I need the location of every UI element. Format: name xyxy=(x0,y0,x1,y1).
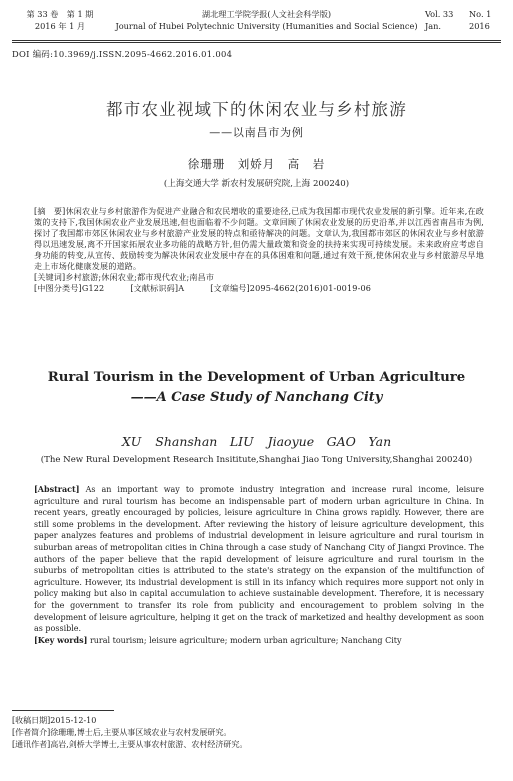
footnote-rule xyxy=(12,710,114,711)
chinese-authors: 徐珊珊 刘娇月 高 岩 xyxy=(187,157,326,171)
chinese-subtitle: ——以南昌市为例 xyxy=(209,126,304,139)
english-keywords-label: [Key words] xyxy=(34,634,88,645)
header-issue-cn: 第 33 卷 第 1 期 2016 年 1 月 xyxy=(26,9,94,31)
running-header xyxy=(12,8,501,36)
english-abstract-text: As an important way to promote industry integration and increase rural income, leisure agriculture and rural tourism has become an indispensable part of modern urban agriculture in China. In recent years, greatly encouraged by policies, leisure agriculture in China grows rapidly. However, there are still some problems in the development. After reviewing the history of leisure agriculture development, this paper analyzes features and problems of industrial development in leisure agriculture and rural tourism in suburban areas of metropolitan cities in China through a case study of Nanchang City of Jiangxi Province. The authors of the paper believe that the rapid development of leisure agriculture and rural tourism in the suburbs of metropolitan cities is attributed to the state's strategy on the expansion of the multifunction of agriculture. However, its industrial development is still in its infancy which requires more support not only in policy making but also in capital accumulation to achieve sustainable development. Therefore, it is necessary for the government to transfer its role from publicity and encouragement to problem solving in the development of leisure agriculture, helping it get on the track of marketized and healthy development as soon as possible. xyxy=(34,485,484,634)
footnotes xyxy=(12,715,247,751)
header-journal-name: 湖北理工学院学报(人文社会科学版) Journal of Hubei Polytechnic University (Humanities and Social Science) xyxy=(115,9,418,31)
doc-code-value: A xyxy=(178,283,185,293)
english-subtitle: ——A Case Study of Nanchang City xyxy=(130,390,383,405)
english-title: Rural Tourism in the Development of Urban Agriculture xyxy=(47,370,466,385)
chinese-abstract xyxy=(34,206,484,272)
chinese-abstract-text: 休闲农业与乡村旅游作为促进产业融合和农民增收的重要途径,已成为我国都市现代农业发展的新引擎。近年来,在政策的支持下,我国休闲农业产业发展迅速,但也面临着不少问题。文章回顾了休闲农业发展的历史沿革,并以江西省南昌市为例,探讨了我国都市郊区休闲农业与乡村旅游产业发展的特点和亟待解决的问题。文章认为,我国都市郊区的休闲农业与乡村旅游得以迅速发展,离不开国家拓展农业多功能的战略方针,但仍需大量政策和资金的扶持来实现可持续发展。未来政府应考虑自身功能的转变,从宣传、鼓励转变为解决休闲农业发展中存在的具体困难和问题,通过有效干预,使休闲农业与乡村旅游尽早地走上市场化健康发展的道路。 xyxy=(34,206,484,271)
article-no-value: 2095-4662(2016)01-0019-06 xyxy=(249,283,372,293)
chinese-title: 都市农业视域下的休闲农业与乡村旅游 xyxy=(106,100,407,119)
clc-label: [中图分类号] xyxy=(34,283,82,293)
footnote-received: [收稿日期]2015-12-10 xyxy=(12,716,97,725)
english-keywords xyxy=(34,635,484,647)
english-affiliation: (The New Rural Development Research Insititute,Shanghai Jiao Tong University,Shanghai 200240) xyxy=(40,455,473,465)
chinese-keywords xyxy=(34,272,484,283)
doc-code-label: [文献标识码] xyxy=(130,283,179,293)
classification-row xyxy=(34,283,484,294)
clc-value: G122 xyxy=(81,283,105,293)
english-abstract-block xyxy=(34,484,484,646)
footnote-author-bio: [作者简介]徐珊珊,博士后,主要从事区域农业与农村发展研究。 xyxy=(12,728,232,737)
footnote-corresponding-author: [通讯作者]高岩,剑桥大学博士,主要从事农村旅游、农村经济研究。 xyxy=(12,740,248,749)
chinese-abstract-block xyxy=(34,206,484,294)
chinese-abstract-label: [摘 要] xyxy=(34,206,66,216)
header-issue-en: Vol. 33 No. 1 Jan. 2016 xyxy=(425,9,492,31)
chinese-keywords-label: [关键词] xyxy=(34,272,66,282)
header-rule-top xyxy=(12,40,501,41)
english-authors: XU Shanshan LIU Jiaoyue GAO Yan xyxy=(121,434,392,449)
article-no-label: [文章编号] xyxy=(210,283,250,293)
english-abstract xyxy=(34,484,484,635)
chinese-keywords-text: 乡村旅游;休闲农业;都市现代农业;南昌市 xyxy=(65,272,215,282)
header-rule-bottom xyxy=(12,42,501,43)
english-keywords-text: rural tourism; leisure agriculture; modern urban agriculture; Nanchang City xyxy=(87,635,402,645)
english-abstract-label: [Abstract] xyxy=(34,484,80,494)
chinese-affiliation: (上海交通大学 新农村发展研究院,上海 200240) xyxy=(163,179,350,189)
doi-code[interactable]: DOI 编码:10.3969/j.ISSN.2095-4662.2016.01.004 xyxy=(12,49,233,59)
